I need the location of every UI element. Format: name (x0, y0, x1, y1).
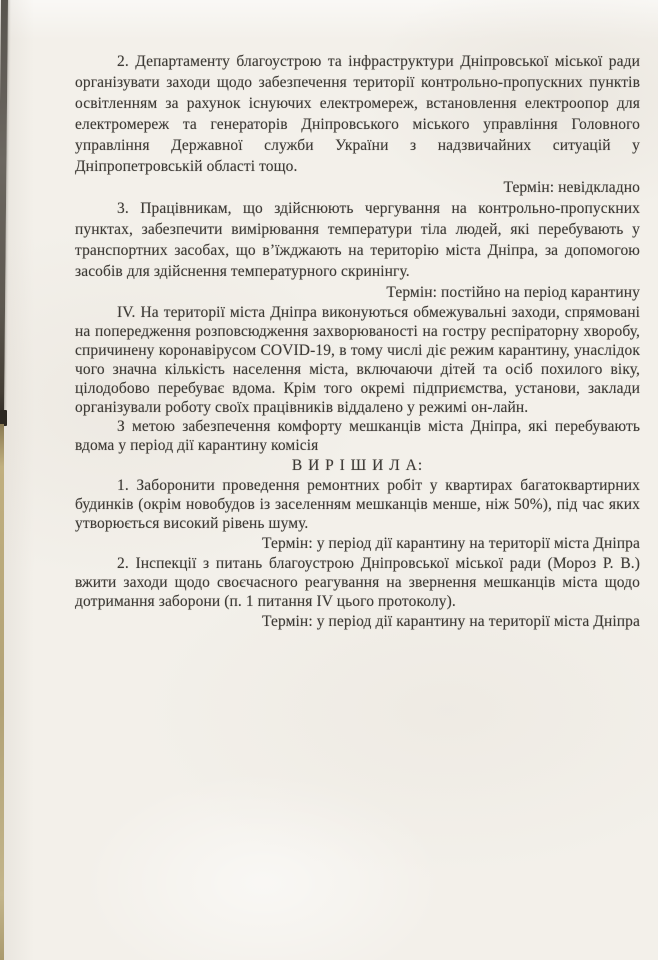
paragraph-point-2: 2. Департаменту благоустрою та інфраструктури Дніпровської міської ради організувати заходи щодо забезпечення території контрольно-пропускних пунктів освітленням за рахунок існуючих електромереж, встановлення електроопор для електромереж та генераторів Дніпровського міського управління Головного управління Державної служби України з надзвичайних ситуацій у Дніпропетровській області тощо. (75, 53, 640, 175)
resolution-item-1: 1. Заборонити проведення ремонтних робіт у квартирах багатоквартирних будинків (окрім новобудов із заселенням мешканців менше, ніж 50%), під час яких утворюється високий рівень шуму. (75, 477, 640, 532)
resolution-item-2: 2. Інспекції з питань благоустрою Дніпровської міської ради (Мороз Р. В.) вжити заходи щодо своєчасного реагування на звернення мешканців міста щодо дотримання заборони (п. 1 питання IV цього протоколу). (75, 555, 640, 610)
term-line-immediate: Термін: невідкладно (503, 179, 640, 196)
scan-edge-artifact-dark (0, 0, 8, 426)
term-line-resolution-2: Термін: у період дії карантину на території міста Дніпра (262, 613, 640, 630)
paragraph-point-3: 3. Працівникам, що здійснюють чергування на контрольно-пропускних пунктах, забезпечити вимірювання температури тіла людей, які перебувають у транспортних засобах, що в’їжджають на територію міста Дніпра, за допомогою засобів для здійснення температурного скринінгу. (75, 200, 640, 280)
document-text-column (75, 0, 640, 632)
term-line-resolution-1: Термін: у період дії карантину на території міста Дніпра (262, 535, 640, 552)
scan-edge-artifact-tan (0, 424, 4, 960)
term-line-quarantine-period: Термін: постійно на період карантину (386, 284, 640, 301)
resolution-heading: В И Р І Ш И Л А: (291, 457, 424, 474)
purpose-paragraph: З метою забезпечення комфорту мешканців міста Дніпра, які перебувають вдома у період дії карантину комісія (75, 418, 640, 454)
section-iv-paragraph: IV. На території міста Дніпра виконуються обмежувальні заходи, спрямовані на попередження розповсюдження захворюваності на гостру респіраторну хворобу, спричинену коронавірусом COVID-19, в тому числі діє режим карантину, унаслідок чого значна кількість населення міста, включаючи дітей та осіб похилого віку, цілодобово перебуває вдома. Крім того окремі підприємства, установи, заклади організували роботу своїх працівників віддалено у режимі он-лайн. (75, 304, 640, 416)
